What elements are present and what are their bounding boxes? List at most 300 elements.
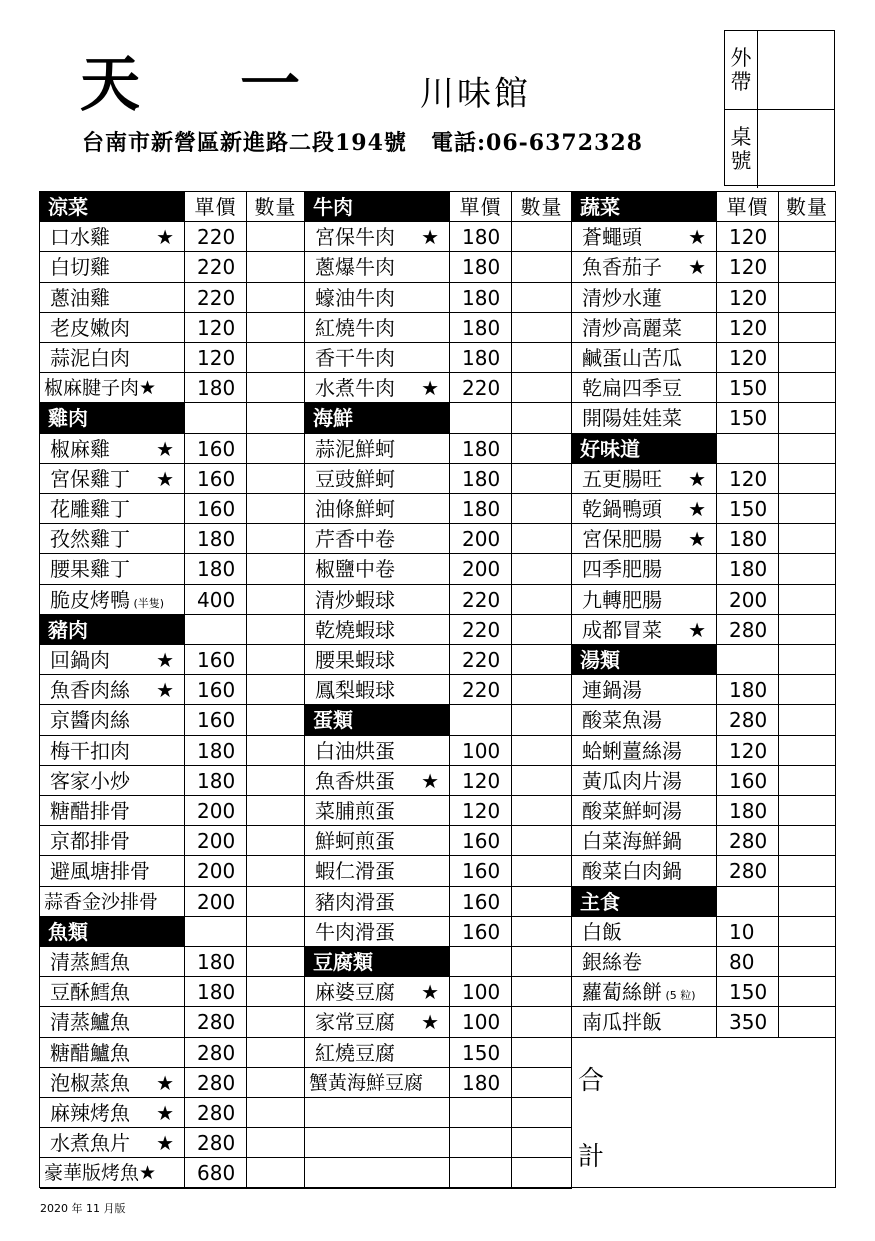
dish-name xyxy=(40,887,185,917)
dish-name xyxy=(572,373,717,403)
quantity-cell[interactable] xyxy=(247,796,305,826)
quantity-cell[interactable] xyxy=(512,766,572,796)
dish-label: 成都冒菜 xyxy=(582,618,662,642)
quantity-cell[interactable] xyxy=(779,826,836,856)
quantity-cell[interactable] xyxy=(247,1158,305,1189)
blank-price-cell xyxy=(450,1128,512,1158)
quantity-cell[interactable] xyxy=(247,373,305,403)
qty-cell[interactable] xyxy=(247,917,305,947)
dish-price: 220 xyxy=(450,585,512,615)
dish-name xyxy=(572,222,717,252)
quantity-cell[interactable] xyxy=(779,373,836,403)
quantity-cell[interactable] xyxy=(779,343,836,373)
dish-price: 220 xyxy=(450,615,512,645)
dish-label: 白切雞 xyxy=(50,255,110,279)
dish-name xyxy=(572,403,717,434)
dish-label: 豬肉滑蛋 xyxy=(315,890,395,914)
dish-name xyxy=(572,615,717,645)
dish-name xyxy=(40,283,185,313)
section-header: 豬肉 xyxy=(40,615,185,645)
quantity-cell[interactable] xyxy=(247,494,305,524)
dish-label: 酸菜白肉鍋 xyxy=(582,859,682,883)
qty-column-header: 數量 xyxy=(779,192,836,222)
quantity-cell[interactable] xyxy=(779,917,836,947)
dish-label: 梅干扣肉 xyxy=(50,739,130,763)
total-label-2: 計 xyxy=(578,1142,605,1172)
dish-price: 180 xyxy=(717,524,779,554)
quantity-cell[interactable] xyxy=(247,705,305,736)
dish-name xyxy=(305,524,450,554)
dish-name xyxy=(40,585,185,615)
dish-name xyxy=(572,917,717,947)
quantity-cell[interactable] xyxy=(247,1007,305,1038)
dish-label: 蒼蠅頭 xyxy=(582,225,642,249)
dish-name xyxy=(40,675,185,705)
dish-price: 120 xyxy=(185,343,247,373)
spicy-star-icon: ★ xyxy=(156,1131,174,1155)
dish-name xyxy=(305,222,450,252)
dish-price: 200 xyxy=(450,524,512,554)
menu-table xyxy=(39,191,836,1188)
dish-label: 黃瓜肉片湯 xyxy=(582,769,682,793)
dish-name xyxy=(572,826,717,856)
dish-name xyxy=(40,766,185,796)
dish-name xyxy=(305,1038,450,1068)
quantity-cell[interactable] xyxy=(779,313,836,343)
dish-price: 280 xyxy=(185,1068,247,1098)
dish-name xyxy=(305,434,450,464)
dish-price: 160 xyxy=(185,494,247,524)
dish-label: 孜然雞丁 xyxy=(50,527,130,551)
spicy-star-icon: ★ xyxy=(139,377,157,399)
quantity-cell[interactable] xyxy=(512,615,572,645)
quantity-cell[interactable] xyxy=(512,434,572,464)
spicy-star-icon: ★ xyxy=(156,1071,174,1095)
dish-label: 京都排骨 xyxy=(50,829,130,853)
dish-label: 避風塘排骨 xyxy=(50,859,150,883)
quantity-cell[interactable] xyxy=(247,766,305,796)
dish-label: 蛤蜊薑絲湯 xyxy=(582,739,682,763)
quantity-cell[interactable] xyxy=(512,313,572,343)
quantity-cell[interactable] xyxy=(247,585,305,615)
dish-name xyxy=(305,887,450,917)
dish-price: 160 xyxy=(450,917,512,947)
qty-column-header: 數量 xyxy=(512,192,572,222)
order-type-box xyxy=(724,30,835,186)
dish-label: 魚香肉絲 xyxy=(50,678,130,702)
dish-label: 芹香中卷 xyxy=(315,527,395,551)
dish-name xyxy=(40,1038,185,1068)
blank-qty-cell[interactable] xyxy=(512,1098,572,1128)
restaurant-name: 天一 xyxy=(80,50,400,120)
price-cell xyxy=(450,705,512,736)
quantity-cell[interactable] xyxy=(512,917,572,947)
quantity-cell[interactable] xyxy=(247,736,305,766)
dish-name xyxy=(40,343,185,373)
quantity-cell[interactable] xyxy=(779,464,836,494)
dish-name xyxy=(40,947,185,977)
dish-price: 200 xyxy=(185,887,247,917)
quantity-cell[interactable] xyxy=(779,585,836,615)
qty-cell[interactable] xyxy=(779,434,836,464)
dish-price: 150 xyxy=(450,1038,512,1068)
spicy-star-icon: ★ xyxy=(688,527,706,551)
blank-name-cell xyxy=(305,1128,450,1158)
spicy-star-icon: ★ xyxy=(688,497,706,521)
dish-price: 180 xyxy=(717,554,779,585)
dish-price: 160 xyxy=(717,766,779,796)
edition-note: 2020 年 11 月版 xyxy=(40,1202,126,1215)
quantity-cell[interactable] xyxy=(512,585,572,615)
quantity-cell[interactable] xyxy=(247,887,305,917)
dish-name xyxy=(40,796,185,826)
dish-label: 蒜香金沙排骨 xyxy=(44,891,159,913)
dish-price: 180 xyxy=(185,977,247,1007)
dish-label: 京醬肉絲 xyxy=(50,708,130,732)
dish-price: 180 xyxy=(185,736,247,766)
spicy-star-icon: ★ xyxy=(139,1162,157,1184)
quantity-cell[interactable] xyxy=(779,766,836,796)
dish-label: 鮮蚵煎蛋 xyxy=(315,829,395,853)
dish-name xyxy=(40,1068,185,1098)
blank-price-cell xyxy=(450,1098,512,1128)
dish-name xyxy=(572,766,717,796)
qty-cell[interactable] xyxy=(779,887,836,917)
quantity-cell[interactable] xyxy=(779,1007,836,1038)
quantity-cell[interactable] xyxy=(512,977,572,1007)
dish-price: 220 xyxy=(185,283,247,313)
dish-name xyxy=(305,1007,450,1038)
quantity-cell[interactable] xyxy=(512,373,572,403)
section-header: 牛肉 xyxy=(305,192,450,222)
quantity-cell[interactable] xyxy=(779,615,836,645)
blank-qty-cell[interactable] xyxy=(512,1128,572,1158)
dish-price: 220 xyxy=(450,373,512,403)
quantity-cell[interactable] xyxy=(512,826,572,856)
dish-label: 紅燒豆腐 xyxy=(315,1041,395,1065)
qty-cell[interactable] xyxy=(512,705,572,736)
dish-label: 鹹蛋山苦瓜 xyxy=(582,346,682,370)
quantity-cell[interactable] xyxy=(247,1098,305,1128)
quantity-cell[interactable] xyxy=(247,645,305,675)
quantity-cell[interactable] xyxy=(512,252,572,283)
dish-price: 160 xyxy=(185,464,247,494)
dish-price: 350 xyxy=(717,1007,779,1038)
quantity-cell[interactable] xyxy=(512,283,572,313)
quantity-cell[interactable] xyxy=(779,856,836,887)
dish-name xyxy=(305,585,450,615)
dish-name xyxy=(40,645,185,675)
quantity-cell[interactable] xyxy=(247,252,305,283)
quantity-cell[interactable] xyxy=(779,283,836,313)
dish-label: 麻辣烤魚 xyxy=(50,1101,130,1125)
quantity-cell[interactable] xyxy=(247,1068,305,1098)
section-header: 好味道 xyxy=(572,434,717,464)
dish-label: 腰果雞丁 xyxy=(50,557,130,581)
quantity-cell[interactable] xyxy=(247,343,305,373)
price-cell xyxy=(717,887,779,917)
takeout-label: 外帶 xyxy=(730,46,752,94)
dish-price: 180 xyxy=(185,766,247,796)
quantity-cell[interactable] xyxy=(512,645,572,675)
dish-price: 180 xyxy=(450,494,512,524)
dish-price: 400 xyxy=(185,585,247,615)
quantity-cell[interactable] xyxy=(512,796,572,826)
quantity-cell[interactable] xyxy=(779,403,836,434)
quantity-cell[interactable] xyxy=(779,675,836,705)
quantity-cell[interactable] xyxy=(779,222,836,252)
dish-note: (5 粒) xyxy=(662,989,696,1002)
dish-name xyxy=(572,1007,717,1038)
section-header: 湯類 xyxy=(572,645,717,675)
dish-label: 口水雞 xyxy=(50,225,110,249)
dish-label: 乾燒蝦球 xyxy=(315,618,395,642)
qty-cell[interactable] xyxy=(779,645,836,675)
dish-label: 開陽娃娃菜 xyxy=(582,406,682,430)
dish-price: 220 xyxy=(450,675,512,705)
dish-price: 180 xyxy=(450,283,512,313)
spicy-star-icon: ★ xyxy=(688,618,706,642)
quantity-cell[interactable] xyxy=(779,736,836,766)
dish-label: 回鍋肉 xyxy=(50,648,110,672)
dish-price: 80 xyxy=(717,947,779,977)
quantity-cell[interactable] xyxy=(247,222,305,252)
dish-name xyxy=(40,554,185,585)
dish-name xyxy=(305,826,450,856)
blank-price-cell xyxy=(450,1158,512,1189)
quantity-cell[interactable] xyxy=(779,705,836,736)
quantity-cell[interactable] xyxy=(512,222,572,252)
total-box xyxy=(572,1038,836,1187)
blank-name-cell xyxy=(305,1158,450,1189)
dish-price: 220 xyxy=(185,222,247,252)
quantity-cell[interactable] xyxy=(247,313,305,343)
total-label-1: 合 xyxy=(578,1066,605,1096)
quantity-cell[interactable] xyxy=(247,1038,305,1068)
dish-price: 220 xyxy=(185,252,247,283)
dish-name xyxy=(305,1068,450,1098)
dish-label: 蒜泥白肉 xyxy=(50,346,130,370)
spicy-star-icon: ★ xyxy=(156,467,174,491)
quantity-cell[interactable] xyxy=(512,887,572,917)
quantity-cell[interactable] xyxy=(247,554,305,585)
quantity-cell[interactable] xyxy=(512,524,572,554)
price-cell xyxy=(185,917,247,947)
dish-name xyxy=(305,766,450,796)
spicy-star-icon: ★ xyxy=(421,980,439,1004)
dish-price: 120 xyxy=(717,343,779,373)
phone: 電話:06-6372328 xyxy=(430,130,643,156)
dish-price: 200 xyxy=(185,826,247,856)
quantity-cell[interactable] xyxy=(247,434,305,464)
dish-price: 160 xyxy=(185,675,247,705)
dish-name xyxy=(572,524,717,554)
dish-name xyxy=(40,977,185,1007)
dish-name xyxy=(572,283,717,313)
dish-price: 120 xyxy=(450,766,512,796)
dish-price: 180 xyxy=(450,1068,512,1098)
dish-price: 280 xyxy=(185,1128,247,1158)
quantity-cell[interactable] xyxy=(247,675,305,705)
dish-price: 180 xyxy=(185,554,247,585)
dish-label: 香干牛肉 xyxy=(315,346,395,370)
quantity-cell[interactable] xyxy=(512,1038,572,1068)
price-cell xyxy=(717,434,779,464)
dish-name xyxy=(305,856,450,887)
quantity-cell[interactable] xyxy=(779,252,836,283)
dish-name xyxy=(305,554,450,585)
quantity-cell[interactable] xyxy=(779,494,836,524)
spicy-star-icon: ★ xyxy=(156,678,174,702)
dish-price: 160 xyxy=(185,434,247,464)
spicy-star-icon: ★ xyxy=(688,225,706,249)
dish-label: 紅燒牛肉 xyxy=(315,316,395,340)
table-number-label: 桌號 xyxy=(730,125,752,173)
spicy-star-icon: ★ xyxy=(421,1010,439,1034)
dish-price: 200 xyxy=(185,856,247,887)
dish-label: 宮保雞丁 xyxy=(50,467,130,491)
dish-label: 椒麻雞 xyxy=(50,437,110,461)
dish-label: 酸菜魚湯 xyxy=(582,708,662,732)
spicy-star-icon: ★ xyxy=(156,648,174,672)
dish-name xyxy=(40,464,185,494)
dish-name xyxy=(40,826,185,856)
dish-price: 180 xyxy=(450,434,512,464)
dish-label: 菜脯煎蛋 xyxy=(315,799,395,823)
quantity-cell[interactable] xyxy=(779,977,836,1007)
dish-name xyxy=(572,313,717,343)
dish-price: 200 xyxy=(450,554,512,585)
dish-price: 180 xyxy=(450,343,512,373)
dish-name xyxy=(40,856,185,887)
dish-price: 120 xyxy=(717,283,779,313)
spicy-star-icon: ★ xyxy=(688,467,706,491)
dish-label: 銀絲卷 xyxy=(582,950,642,974)
quantity-cell[interactable] xyxy=(512,494,572,524)
dish-price: 180 xyxy=(185,947,247,977)
quantity-cell[interactable] xyxy=(247,977,305,1007)
dish-name xyxy=(40,1158,185,1189)
dish-name xyxy=(305,675,450,705)
dish-label: 蠔油牛肉 xyxy=(315,286,395,310)
dish-label: 蘿蔔絲餅 xyxy=(582,980,662,1004)
quantity-cell[interactable] xyxy=(779,947,836,977)
dish-label: 泡椒蒸魚 xyxy=(50,1071,130,1095)
dish-name xyxy=(40,222,185,252)
dish-label: 水煮牛肉 xyxy=(315,376,395,400)
section-header: 雞肉 xyxy=(40,403,185,434)
table-number-row xyxy=(725,109,834,188)
quantity-cell[interactable] xyxy=(779,554,836,585)
dish-name xyxy=(305,252,450,283)
quantity-cell[interactable] xyxy=(512,736,572,766)
dish-price: 180 xyxy=(450,313,512,343)
qty-cell[interactable] xyxy=(512,947,572,977)
section-header: 蔬菜 xyxy=(572,192,717,222)
dish-label: 四季肥腸 xyxy=(582,557,662,581)
dish-label: 白菜海鮮鍋 xyxy=(582,829,682,853)
quantity-cell[interactable] xyxy=(512,1007,572,1038)
quantity-cell[interactable] xyxy=(779,524,836,554)
quantity-cell[interactable] xyxy=(512,554,572,585)
quantity-cell[interactable] xyxy=(512,856,572,887)
quantity-cell[interactable] xyxy=(247,856,305,887)
address: 台南市新營區新進路二段194號 xyxy=(82,130,407,156)
qty-cell[interactable] xyxy=(247,615,305,645)
dish-label: 清蒸鱈魚 xyxy=(50,950,130,974)
dish-label: 蒜泥鮮蚵 xyxy=(315,437,395,461)
blank-qty-cell[interactable] xyxy=(512,1158,572,1189)
dish-name xyxy=(572,554,717,585)
price-column-header: 單價 xyxy=(185,192,247,222)
quantity-cell[interactable] xyxy=(247,1128,305,1158)
price-cell xyxy=(185,615,247,645)
dish-name xyxy=(305,917,450,947)
dish-name xyxy=(40,373,185,403)
dish-price: 160 xyxy=(450,826,512,856)
dish-name xyxy=(305,343,450,373)
dish-label: 鳳梨蝦球 xyxy=(315,678,395,702)
dish-label: 蟹黃海鮮豆腐 xyxy=(309,1072,424,1094)
price-cell xyxy=(450,403,512,434)
dish-name xyxy=(305,977,450,1007)
dish-label: 蝦仁滑蛋 xyxy=(315,859,395,883)
section-header: 涼菜 xyxy=(40,192,185,222)
qty-cell[interactable] xyxy=(247,403,305,434)
spicy-star-icon: ★ xyxy=(421,225,439,249)
quantity-cell[interactable] xyxy=(247,283,305,313)
dish-price: 120 xyxy=(450,796,512,826)
quantity-cell[interactable] xyxy=(512,464,572,494)
quantity-cell[interactable] xyxy=(512,1068,572,1098)
quantity-cell[interactable] xyxy=(512,675,572,705)
qty-cell[interactable] xyxy=(512,403,572,434)
dish-price: 280 xyxy=(717,856,779,887)
section-header: 豆腐類 xyxy=(305,947,450,977)
dish-price: 120 xyxy=(717,222,779,252)
quantity-cell[interactable] xyxy=(779,796,836,826)
dish-name xyxy=(305,464,450,494)
price-column-header: 單價 xyxy=(717,192,779,222)
quantity-cell[interactable] xyxy=(247,524,305,554)
dish-label: 五更腸旺 xyxy=(582,467,662,491)
price-column-header: 單價 xyxy=(450,192,512,222)
dish-name xyxy=(305,645,450,675)
dish-name xyxy=(40,736,185,766)
dish-name xyxy=(40,1098,185,1128)
dish-name xyxy=(40,434,185,464)
dish-price: 100 xyxy=(450,977,512,1007)
dish-name xyxy=(305,373,450,403)
dish-price: 120 xyxy=(717,464,779,494)
blank-name-cell xyxy=(305,1098,450,1128)
dish-name xyxy=(572,856,717,887)
dish-label: 九轉肥腸 xyxy=(582,588,662,612)
dish-price: 280 xyxy=(717,826,779,856)
dish-name xyxy=(40,1007,185,1038)
quantity-cell[interactable] xyxy=(247,947,305,977)
dish-label: 花雕雞丁 xyxy=(50,497,130,521)
dish-price: 280 xyxy=(185,1098,247,1128)
dish-label: 南瓜拌飯 xyxy=(582,1010,662,1034)
dish-price: 100 xyxy=(450,1007,512,1038)
quantity-cell[interactable] xyxy=(512,343,572,373)
dish-name xyxy=(572,252,717,283)
quantity-cell[interactable] xyxy=(247,464,305,494)
dish-label: 豪華版烤魚 xyxy=(44,1162,140,1184)
quantity-cell[interactable] xyxy=(247,826,305,856)
dish-label: 豆酥鱈魚 xyxy=(50,980,130,1004)
